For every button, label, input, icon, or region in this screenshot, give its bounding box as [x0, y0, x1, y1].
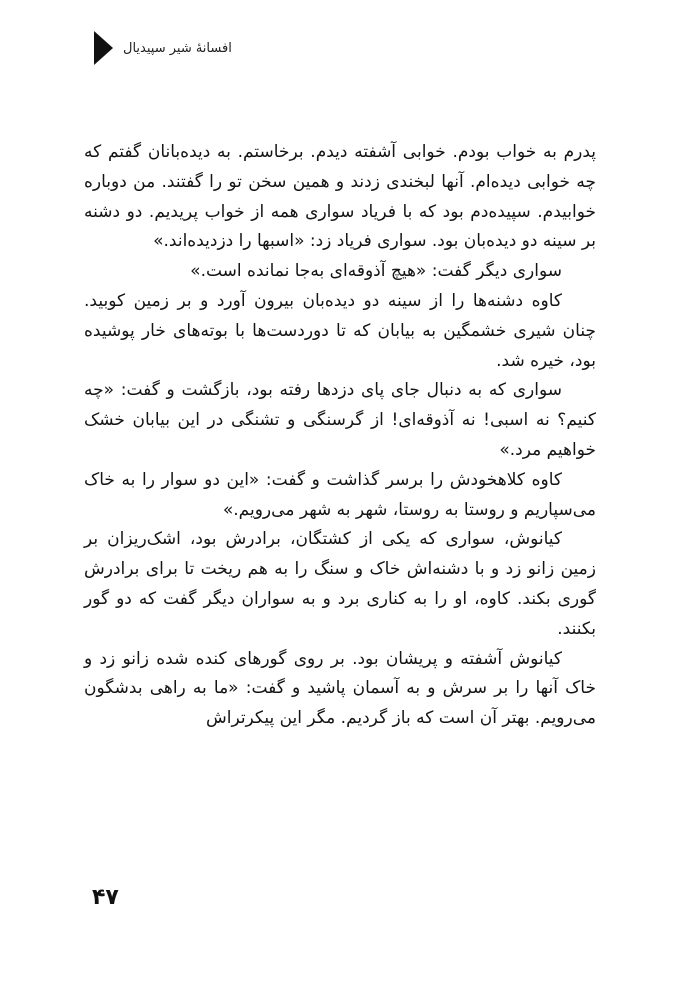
paragraph-6: کیانوش، سواری که یکی از کشتگان، برادرش بود، اشک‌ریزان بر زمین زانو زد و با دشنه‌اش خاک و سنگ را به هم ریخت تا برای برادرش گوری بکند. کاوه، او را به کناری برد و به سواران دیگر گفت که دو گور بکنند.	[84, 529, 596, 639]
paragraph-2: سواری دیگر گفت: «هیچ آذوقه‌ای به‌جا نمانده است.»	[190, 261, 562, 282]
header-triangle-marker	[94, 31, 113, 65]
page-number: ۴۷	[92, 885, 119, 910]
paragraph-7: کیانوش آشفته و پریشان بود. بر روی گورهای کنده شده زانو زد و خاک آنها را بر سرش و به آسمان پاشید و گفت: «ما به راهی بدشگون می‌رویم. بهتر آن است که باز گردیم. مگر این پیکرتراش	[84, 648, 596, 729]
paragraph-1: پدرم به خواب بودم. خوابی آشفته دیدم. برخاستم. به دیده‌بانان گفتم که چه خوابی دیده‌ام. آنها لبخندی زدند و همین سخن تو را گفتند. من دوباره خوابیدم. سپیده‌دم بود که با فریاد سواری همه از خواب پریدیم. دو دشنه بر سینه دو دیده‌بان بود. سواری فریاد زد: «اسبها را دزدیده‌اند.»	[84, 142, 596, 252]
paragraph-4: سواری که به دنبال جای پای دزدها رفته بود، بازگشت و گفت: «چه کنیم؟ نه اسبی! نه آذوقه‌ای! از گرسنگی و تشنگی در این بیابان خشک خواهیم مرد.»	[84, 380, 596, 460]
paragraph-3: کاوه دشنه‌ها را از سینه دو دیده‌بان بیرون آورد و بر زمین کوبید. چنان شیری خشمگین به بیابان که تا دوردست‌ها با بوته‌های خار پوشیده بود، خیره شد.	[84, 290, 596, 371]
header-title: افسانهٔ شیر سپیدیال	[123, 40, 232, 56]
running-header	[94, 30, 232, 66]
body-text	[84, 138, 596, 734]
paragraph-5: کاوه کلاهخودش را برسر گذاشت و گفت: «این دو سوار را به خاک می‌سپاریم و روستا به روستا، شهر به شهر می‌رویم.»	[84, 469, 596, 520]
